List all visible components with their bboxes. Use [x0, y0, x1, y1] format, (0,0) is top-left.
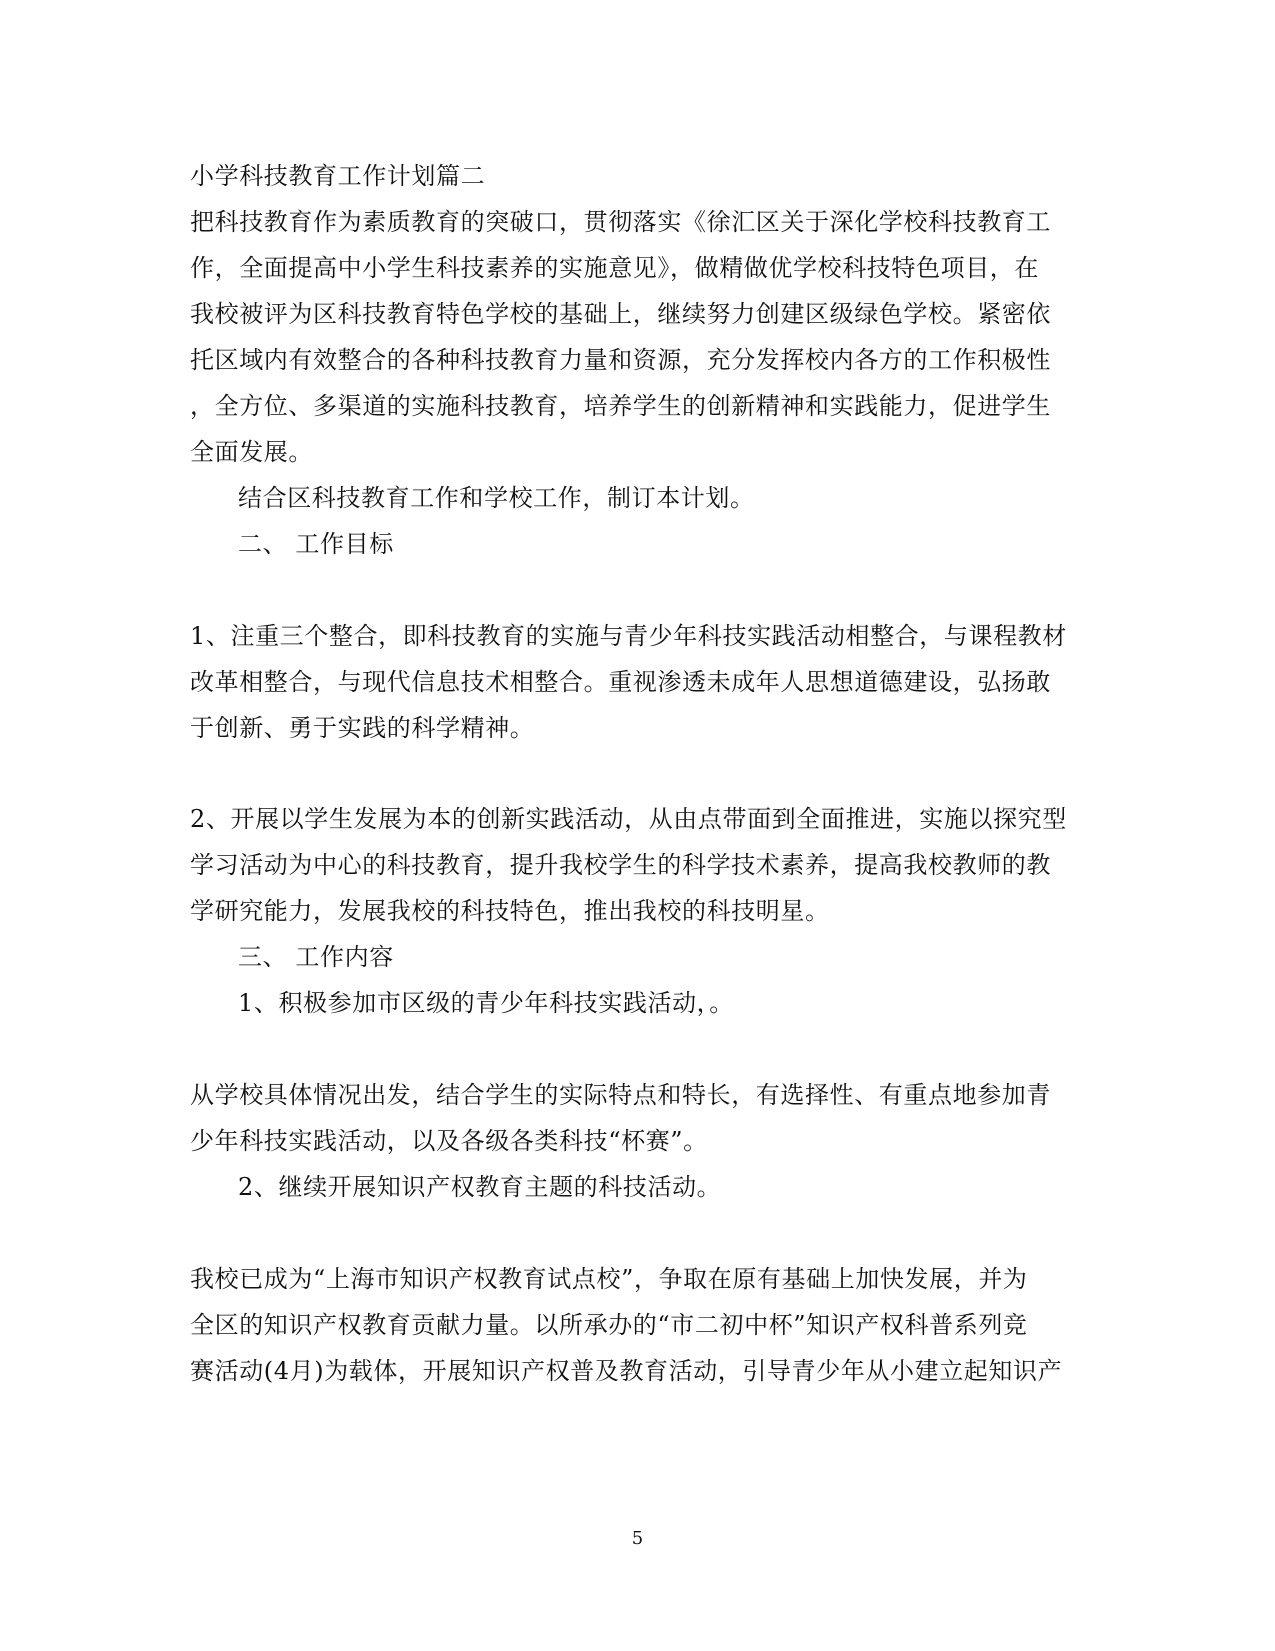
goal-one-line: 改革相整合，与现代信息技术相整合。重视渗透未成年人思想道德建设，弘扬敢: [190, 668, 1051, 696]
item-one-title: 1、积极参加市区级的青少年科技实践活动，。: [238, 989, 734, 1017]
page-number: 5: [631, 1528, 644, 1549]
intro-line: 我校被评为区科技教育特色学校的基础上，继续努力创建区级绿色学校。紧密依: [190, 300, 1051, 328]
goal-two-line: 学研究能力，发展我校的科技特色，推出我校的科技明星。: [190, 897, 830, 925]
intro-line: 作，全面提高中小学生科技素养的实施意见》，做精做优学校科技特色项目，在: [190, 254, 1039, 282]
goal-two-line: 学习活动为中心的科技教育，提升我校学生的科学技术素养，提高我校教师的教: [190, 851, 1051, 879]
item-two-title: 2、继续开展知识产权教育主题的科技活动。: [238, 1173, 722, 1201]
item-two-line: 我校已成为“上海市知识产权教育试点校”，争取在原有基础上加快发展，并为: [190, 1265, 1028, 1293]
plan-note: 结合区科技教育工作和学校工作，制订本计划。: [238, 484, 755, 512]
section-three-title: 三、 工作内容: [238, 943, 394, 971]
document-heading: 小学科技教育工作计划篇二: [190, 162, 486, 190]
goal-one-line: 于创新、勇于实践的科学精神。: [190, 714, 535, 742]
intro-line: 托区域内有效整合的各种科技教育力量和资源，充分发挥校内各方的工作积极性: [190, 346, 1051, 374]
intro-line: 把科技教育作为素质教育的突破口，贯彻落实《徐汇区关于深化学校科技教育工: [190, 208, 1051, 236]
item-two-line: 全区的知识产权教育贡献力量。以所承办的“市二初中杯”知识产权科普系列竞: [190, 1311, 1028, 1339]
item-one-line: 少年科技实践活动，以及各级各类科技“杯赛”。: [190, 1127, 708, 1155]
intro-line: ，全方位、多渠道的实施科技教育，培养学生的创新精神和实践能力，促进学生: [190, 392, 1051, 420]
goal-one-line: 1、注重三个整合，即科技教育的实施与青少年科技实践活动相整合，与课程教材: [190, 622, 1067, 650]
section-two-title: 二、 工作目标: [238, 530, 394, 558]
intro-line: 全面发展。: [190, 438, 313, 466]
item-one-line: 从学校具体情况出发，结合学生的实际特点和特长，有选择性、有重点地参加青: [190, 1081, 1051, 1109]
goal-two-line: 2、开展以学生发展为本的创新实践活动，从由点带面到全面推进，实施以探究型: [190, 805, 1067, 833]
item-two-line: 赛活动(4月)为载体，开展知识产权普及教育活动，引导青少年从小建立起知识产: [190, 1357, 1063, 1385]
